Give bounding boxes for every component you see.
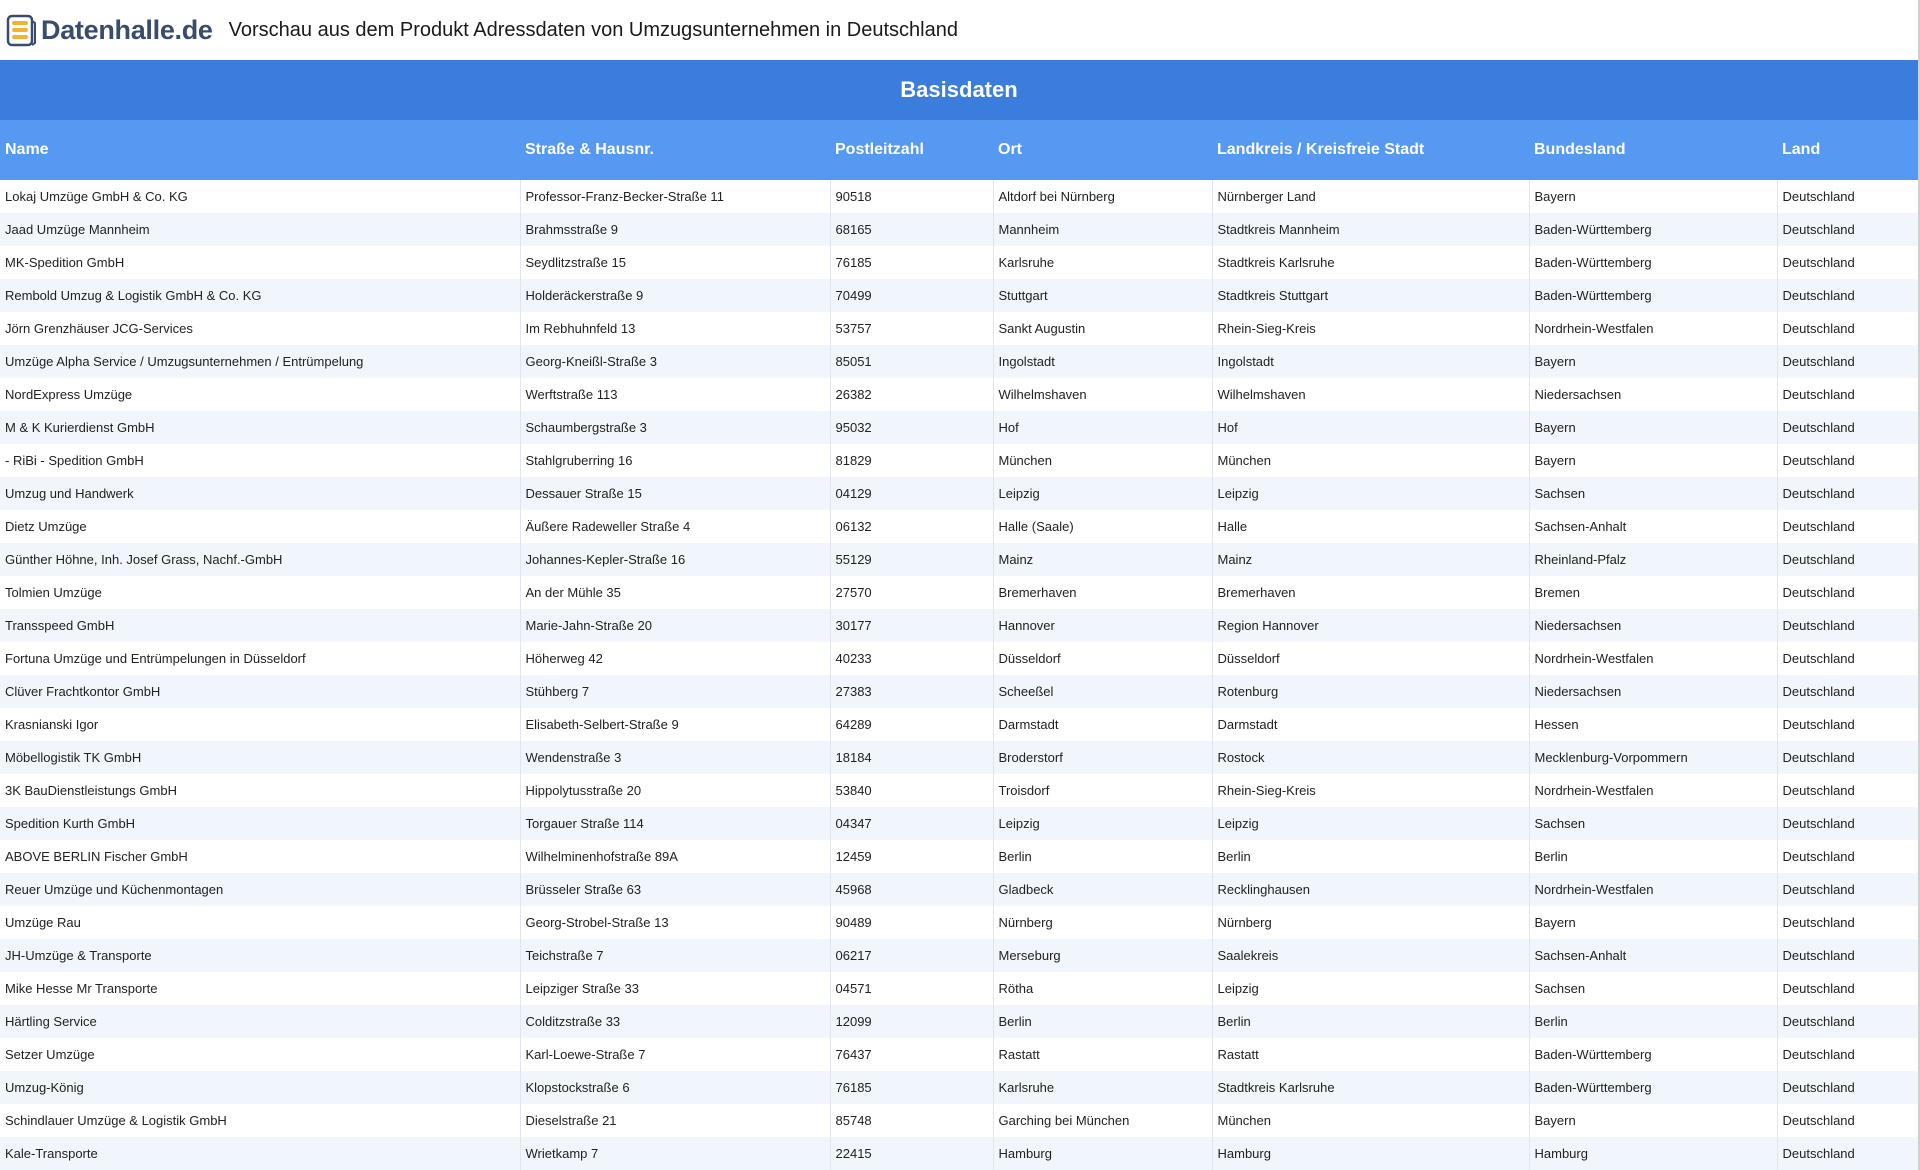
table-row[interactable] <box>0 1038 1918 1071</box>
table-cell: Rötha <box>993 972 1212 1005</box>
table-cell: Bayern <box>1529 411 1777 444</box>
table-row[interactable] <box>0 906 1918 939</box>
table-cell: Berlin <box>1529 1005 1777 1038</box>
table-cell: 85748 <box>830 1104 993 1137</box>
table-row[interactable] <box>0 444 1918 477</box>
table-cell: Dessauer Straße 15 <box>520 477 830 510</box>
table-cell: Günther Höhne, Inh. Josef Grass, Nachf.-GmbH <box>0 543 520 576</box>
table-cell: Elisabeth-Selbert-Straße 9 <box>520 708 830 741</box>
table-cell: 55129 <box>830 543 993 576</box>
table-cell: Georg-Strobel-Straße 13 <box>520 906 830 939</box>
table-cell: Deutschland <box>1777 411 1918 444</box>
table-cell: 26382 <box>830 378 993 411</box>
table-cell: 53840 <box>830 774 993 807</box>
table-cell: Berlin <box>1212 840 1529 873</box>
table-row[interactable] <box>0 213 1918 246</box>
table-cell: Berlin <box>1212 1005 1529 1038</box>
table-cell: Leipzig <box>993 807 1212 840</box>
table-cell: Clüver Frachtkontor GmbH <box>0 675 520 708</box>
table-row[interactable] <box>0 345 1918 378</box>
table-row[interactable] <box>0 411 1918 444</box>
section-title: Basisdaten <box>0 60 1918 120</box>
table-cell: Stadtkreis Karlsruhe <box>1212 1071 1529 1104</box>
table-cell: Dieselstraße 21 <box>520 1104 830 1137</box>
table-cell: Stühberg 7 <box>520 675 830 708</box>
table-cell: Wrietkamp 7 <box>520 1137 830 1170</box>
table-cell: Rotenburg <box>1212 675 1529 708</box>
table-cell: Tolmien Umzüge <box>0 576 520 609</box>
table-cell: Fortuna Umzüge und Entrümpelungen in Düsseldorf <box>0 642 520 675</box>
table-cell: Sachsen-Anhalt <box>1529 510 1777 543</box>
table-cell: Hof <box>993 411 1212 444</box>
table-cell: 76437 <box>830 1038 993 1071</box>
table-cell: 04129 <box>830 477 993 510</box>
table-cell: Leipzig <box>1212 972 1529 1005</box>
table-cell: Sachsen <box>1529 807 1777 840</box>
table-cell: Umzüge Alpha Service / Umzugsunternehmen / Entrümpelung <box>0 345 520 378</box>
table-cell: Broderstorf <box>993 741 1212 774</box>
table-row[interactable] <box>0 708 1918 741</box>
table-row[interactable] <box>0 543 1918 576</box>
table-cell: Recklinghausen <box>1212 873 1529 906</box>
table-cell: Deutschland <box>1777 246 1918 279</box>
table-cell: Rhein-Sieg-Kreis <box>1212 774 1529 807</box>
table-cell: Wendenstraße 3 <box>520 741 830 774</box>
address-table <box>0 120 1918 1170</box>
table-cell: Deutschland <box>1777 213 1918 246</box>
table-cell: 40233 <box>830 642 993 675</box>
table-cell: Deutschland <box>1777 609 1918 642</box>
table-cell: Nürnberg <box>993 906 1212 939</box>
table-cell: Ingolstadt <box>1212 345 1529 378</box>
table-cell: Deutschland <box>1777 939 1918 972</box>
table-cell: 3K BauDienstleistungs GmbH <box>0 774 520 807</box>
table-cell: Deutschland <box>1777 906 1918 939</box>
table-cell: Deutschland <box>1777 840 1918 873</box>
table-body <box>0 180 1918 1170</box>
table-row[interactable] <box>0 609 1918 642</box>
table-cell: Hamburg <box>1529 1137 1777 1170</box>
table-cell: Nordrhein-Westfalen <box>1529 642 1777 675</box>
table-cell: Wilhelminenhofstraße 89A <box>520 840 830 873</box>
table-row[interactable] <box>0 675 1918 708</box>
table-cell: Äußere Radeweller Straße 4 <box>520 510 830 543</box>
table-cell: Niedersachsen <box>1529 378 1777 411</box>
table-cell: Deutschland <box>1777 708 1918 741</box>
table-cell: Bayern <box>1529 906 1777 939</box>
table-cell: Schindlauer Umzüge & Logistik GmbH <box>0 1104 520 1137</box>
table-cell: Hamburg <box>1212 1137 1529 1170</box>
table-cell: Nordrhein-Westfalen <box>1529 774 1777 807</box>
table-cell: Bayern <box>1529 345 1777 378</box>
table-cell: Leipzig <box>1212 807 1529 840</box>
table-cell: 18184 <box>830 741 993 774</box>
table-cell: Deutschland <box>1777 510 1918 543</box>
table-cell: Deutschland <box>1777 312 1918 345</box>
table-cell: Umzug-König <box>0 1071 520 1104</box>
table-cell: Marie-Jahn-Straße 20 <box>520 609 830 642</box>
table-cell: Mecklenburg-Vorpommern <box>1529 741 1777 774</box>
table-cell: Krasnianski Igor <box>0 708 520 741</box>
table-cell: Johannes-Kepler-Straße 16 <box>520 543 830 576</box>
table-cell: Brahmsstraße 9 <box>520 213 830 246</box>
table-cell: Bayern <box>1529 180 1777 213</box>
table-cell: 95032 <box>830 411 993 444</box>
table-cell: Brüsseler Straße 63 <box>520 873 830 906</box>
table-cell: Deutschland <box>1777 774 1918 807</box>
table-cell: Kale-Transporte <box>0 1137 520 1170</box>
table-cell: Nürnberger Land <box>1212 180 1529 213</box>
table-cell: Darmstadt <box>1212 708 1529 741</box>
table-cell: Deutschland <box>1777 1104 1918 1137</box>
table-cell: Hof <box>1212 411 1529 444</box>
table-row[interactable] <box>0 1071 1918 1104</box>
table-cell: Deutschland <box>1777 444 1918 477</box>
table-cell: Deutschland <box>1777 972 1918 1005</box>
table-cell: Möbellogistik TK GmbH <box>0 741 520 774</box>
table-cell: Werftstraße 113 <box>520 378 830 411</box>
table-cell: Reuer Umzüge und Küchenmontagen <box>0 873 520 906</box>
table-cell: Bayern <box>1529 444 1777 477</box>
table-cell: 06217 <box>830 939 993 972</box>
table-cell: Nürnberg <box>1212 906 1529 939</box>
table-cell: Sachsen-Anhalt <box>1529 939 1777 972</box>
top-bar <box>0 0 1918 60</box>
table-cell: M & K Kurierdienst GmbH <box>0 411 520 444</box>
table-cell: 85051 <box>830 345 993 378</box>
table-cell: Härtling Service <box>0 1005 520 1038</box>
table-cell: Berlin <box>993 1005 1212 1038</box>
table-cell: Baden-Württemberg <box>1529 279 1777 312</box>
table-cell: Deutschland <box>1777 345 1918 378</box>
column-header[interactable]: Landkreis / Kreisfreie Stadt <box>1212 120 1529 180</box>
column-header[interactable]: Bundesland <box>1529 120 1777 180</box>
table-header-row <box>0 120 1918 180</box>
table-cell: - RiBi - Spedition GmbH <box>0 444 520 477</box>
table-cell: Deutschland <box>1777 873 1918 906</box>
column-header[interactable]: Name <box>0 120 520 180</box>
table-cell: Umzüge Rau <box>0 906 520 939</box>
table-cell: 27570 <box>830 576 993 609</box>
table-cell: Höherweg 42 <box>520 642 830 675</box>
table-cell: München <box>993 444 1212 477</box>
table-cell: MK-Spedition GmbH <box>0 246 520 279</box>
table-cell: Berlin <box>993 840 1212 873</box>
table-cell: Baden-Württemberg <box>1529 246 1777 279</box>
table-cell: ABOVE BERLIN Fischer GmbH <box>0 840 520 873</box>
table-row[interactable] <box>0 576 1918 609</box>
table-cell: 90489 <box>830 906 993 939</box>
table-cell: Jörn Grenzhäuser JCG-Services <box>0 312 520 345</box>
table-cell: Karlsruhe <box>993 1071 1212 1104</box>
column-header[interactable]: Postleitzahl <box>830 120 993 180</box>
table-cell: Mike Hesse Mr Transporte <box>0 972 520 1005</box>
table-cell: Stadtkreis Karlsruhe <box>1212 246 1529 279</box>
table-cell: Deutschland <box>1777 576 1918 609</box>
brand-logo[interactable] <box>6 13 213 47</box>
table-cell: Düsseldorf <box>1212 642 1529 675</box>
table-cell: Rheinland-Pfalz <box>1529 543 1777 576</box>
table-cell: 45968 <box>830 873 993 906</box>
table-cell: Sachsen <box>1529 972 1777 1005</box>
table-cell: NordExpress Umzüge <box>0 378 520 411</box>
table-cell: 68165 <box>830 213 993 246</box>
column-header[interactable]: Land <box>1777 120 1918 180</box>
table-cell: 76185 <box>830 246 993 279</box>
table-cell: Halle <box>1212 510 1529 543</box>
table-cell: Ingolstadt <box>993 345 1212 378</box>
table-cell: Merseburg <box>993 939 1212 972</box>
table-cell: Rostock <box>1212 741 1529 774</box>
table-cell: Deutschland <box>1777 1038 1918 1071</box>
table-row[interactable] <box>0 477 1918 510</box>
table-cell: Troisdorf <box>993 774 1212 807</box>
table-cell: 64289 <box>830 708 993 741</box>
brand-name: Datenhalle.de <box>41 14 213 45</box>
table-cell: Rastatt <box>1212 1038 1529 1071</box>
table-row[interactable] <box>0 741 1918 774</box>
table-cell: Rembold Umzug & Logistik GmbH & Co. KG <box>0 279 520 312</box>
column-header[interactable]: Straße & Hausnr. <box>520 120 830 180</box>
table-cell: Dietz Umzüge <box>0 510 520 543</box>
table-cell: Hannover <box>993 609 1212 642</box>
table-cell: Colditzstraße 33 <box>520 1005 830 1038</box>
table-cell: 12459 <box>830 840 993 873</box>
table-cell: Torgauer Straße 114 <box>520 807 830 840</box>
table-cell: Deutschland <box>1777 1005 1918 1038</box>
table-cell: Deutschland <box>1777 741 1918 774</box>
table-cell: 04347 <box>830 807 993 840</box>
table-cell: Schaumbergstraße 3 <box>520 411 830 444</box>
table-row[interactable] <box>0 180 1918 213</box>
table-cell: Rastatt <box>993 1038 1212 1071</box>
page-title: Vorschau aus dem Produkt Adressdaten von Umzugsunternehmen in Deutschland <box>228 18 958 41</box>
table-cell: 04571 <box>830 972 993 1005</box>
table-cell: Deutschland <box>1777 543 1918 576</box>
table-cell: Stuttgart <box>993 279 1212 312</box>
table-row[interactable] <box>0 312 1918 345</box>
table-cell: 06132 <box>830 510 993 543</box>
table-cell: Bremerhaven <box>993 576 1212 609</box>
table-row[interactable] <box>0 939 1918 972</box>
table-cell: Klopstockstraße 6 <box>520 1071 830 1104</box>
table-cell: Bremen <box>1529 576 1777 609</box>
table-cell: Niedersachsen <box>1529 609 1777 642</box>
table-cell: Berlin <box>1529 840 1777 873</box>
table-cell: Sankt Augustin <box>993 312 1212 345</box>
table-cell: Wilhelmshaven <box>993 378 1212 411</box>
table-cell: Umzug und Handwerk <box>0 477 520 510</box>
table-cell: Bremerhaven <box>1212 576 1529 609</box>
table-cell: Sachsen <box>1529 477 1777 510</box>
column-header[interactable]: Ort <box>993 120 1212 180</box>
table-cell: Scheeßel <box>993 675 1212 708</box>
table-cell: Deutschland <box>1777 1071 1918 1104</box>
table-cell: 12099 <box>830 1005 993 1038</box>
table-cell: Deutschland <box>1777 279 1918 312</box>
table-row[interactable] <box>0 279 1918 312</box>
table-row[interactable] <box>0 1137 1918 1170</box>
table-cell: Teichstraße 7 <box>520 939 830 972</box>
table-cell: 27383 <box>830 675 993 708</box>
table-row[interactable] <box>0 972 1918 1005</box>
table-cell: Leipzig <box>993 477 1212 510</box>
table-cell: 90518 <box>830 180 993 213</box>
table-row[interactable] <box>0 1104 1918 1137</box>
table-cell: Lokaj Umzüge GmbH & Co. KG <box>0 180 520 213</box>
table-cell: Professor-Franz-Becker-Straße 11 <box>520 180 830 213</box>
table-cell: Stahlgruberring 16 <box>520 444 830 477</box>
table-cell: 53757 <box>830 312 993 345</box>
table-cell: Baden-Württemberg <box>1529 1071 1777 1104</box>
table-cell: Mainz <box>993 543 1212 576</box>
table-row[interactable] <box>0 1005 1918 1038</box>
table-cell: Setzer Umzüge <box>0 1038 520 1071</box>
table-cell: 30177 <box>830 609 993 642</box>
table-row[interactable] <box>0 246 1918 279</box>
table-cell: Saalekreis <box>1212 939 1529 972</box>
table-cell: Region Hannover <box>1212 609 1529 642</box>
table-cell: Im Rebhuhnfeld 13 <box>520 312 830 345</box>
table-cell: 81829 <box>830 444 993 477</box>
table-cell: Spedition Kurth GmbH <box>0 807 520 840</box>
table-cell: Bayern <box>1529 1104 1777 1137</box>
database-stack-icon <box>6 13 36 47</box>
table-cell: Deutschland <box>1777 1137 1918 1170</box>
table-cell: 22415 <box>830 1137 993 1170</box>
table-cell: Deutschland <box>1777 642 1918 675</box>
table-cell: Mainz <box>1212 543 1529 576</box>
table-row[interactable] <box>0 378 1918 411</box>
table-cell: Darmstadt <box>993 708 1212 741</box>
table-row[interactable] <box>0 774 1918 807</box>
table-row[interactable] <box>0 873 1918 906</box>
table-row[interactable] <box>0 840 1918 873</box>
table-cell: Düsseldorf <box>993 642 1212 675</box>
table-cell: Nordrhein-Westfalen <box>1529 312 1777 345</box>
table-cell: Deutschland <box>1777 378 1918 411</box>
table-cell: Hippolytusstraße 20 <box>520 774 830 807</box>
table-cell: Altdorf bei Nürnberg <box>993 180 1212 213</box>
table-cell: Leipziger Straße 33 <box>520 972 830 1005</box>
table-cell: Seydlitzstraße 15 <box>520 246 830 279</box>
table-cell: Deutschland <box>1777 807 1918 840</box>
table-cell: Transspeed GmbH <box>0 609 520 642</box>
table-cell: Hessen <box>1529 708 1777 741</box>
table-cell: Georg-Kneißl-Straße 3 <box>520 345 830 378</box>
table-cell: München <box>1212 444 1529 477</box>
table-cell: Karl-Loewe-Straße 7 <box>520 1038 830 1071</box>
table-cell: Nordrhein-Westfalen <box>1529 873 1777 906</box>
table-cell: Wilhelmshaven <box>1212 378 1529 411</box>
table-cell: 70499 <box>830 279 993 312</box>
table-cell: JH-Umzüge & Transporte <box>0 939 520 972</box>
table-cell: 76185 <box>830 1071 993 1104</box>
table-cell: Deutschland <box>1777 675 1918 708</box>
table-cell: Jaad Umzüge Mannheim <box>0 213 520 246</box>
table-cell: Stadtkreis Stuttgart <box>1212 279 1529 312</box>
table-row[interactable] <box>0 642 1918 675</box>
table-row[interactable] <box>0 807 1918 840</box>
table-cell: Rhein-Sieg-Kreis <box>1212 312 1529 345</box>
table-cell: Niedersachsen <box>1529 675 1777 708</box>
table-cell: Holderäckerstraße 9 <box>520 279 830 312</box>
table-cell: Hamburg <box>993 1137 1212 1170</box>
table-cell: Stadtkreis Mannheim <box>1212 213 1529 246</box>
table-cell: Deutschland <box>1777 180 1918 213</box>
table-cell: An der Mühle 35 <box>520 576 830 609</box>
table-cell: Halle (Saale) <box>993 510 1212 543</box>
table-cell: Karlsruhe <box>993 246 1212 279</box>
table-cell: Mannheim <box>993 213 1212 246</box>
table-cell: Baden-Württemberg <box>1529 213 1777 246</box>
table-row[interactable] <box>0 510 1918 543</box>
table-cell: Baden-Württemberg <box>1529 1038 1777 1071</box>
table-cell: München <box>1212 1104 1529 1137</box>
table-cell: Deutschland <box>1777 477 1918 510</box>
table-cell: Garching bei München <box>993 1104 1212 1137</box>
table-cell: Gladbeck <box>993 873 1212 906</box>
table-cell: Leipzig <box>1212 477 1529 510</box>
